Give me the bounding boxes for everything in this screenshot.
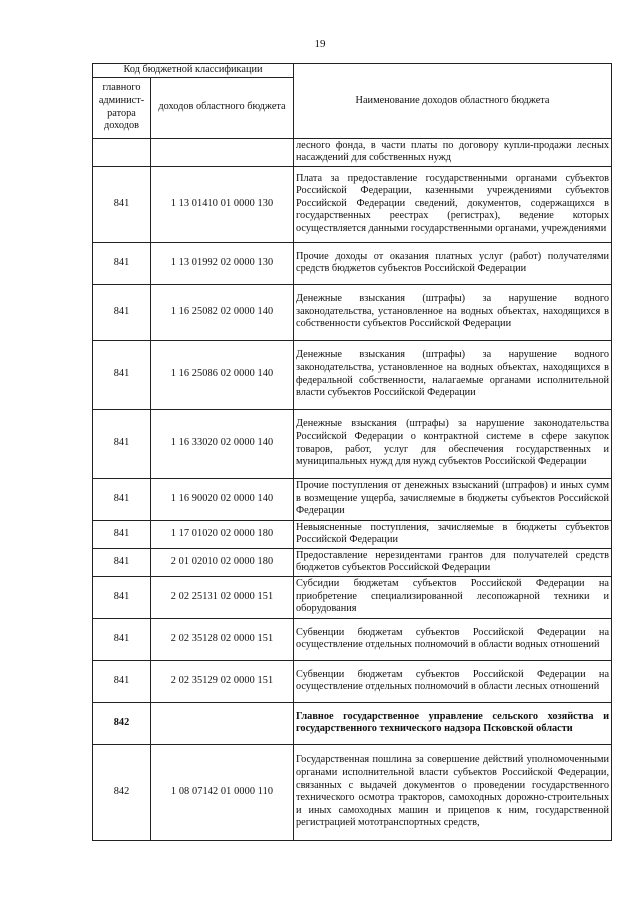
table-row <box>93 166 612 242</box>
income-name-cell: Субвенции бюджетам субъектов Российской Федерации на осуществление отдельных полномочий в области водных отношений <box>294 618 612 660</box>
table-body <box>93 138 612 840</box>
income-code-cell: 2 02 35128 02 0000 151 <box>151 618 294 660</box>
income-name-cell: Субсидии бюджетам субъектов Российской Федерации на приобретение специализированной лесопожарной техники и оборудования <box>294 576 612 618</box>
admin-code-cell: 841 <box>93 166 151 242</box>
income-code-cell: 1 08 07142 01 0000 110 <box>151 744 294 840</box>
admin-code-cell: 841 <box>93 284 151 340</box>
income-name-cell: Невыясненные поступления, зачисляемые в бюджеты субъектов Российской Федерации <box>294 520 612 548</box>
table-row <box>93 340 612 409</box>
income-code-cell: 2 01 02010 02 0000 180 <box>151 548 294 576</box>
table-row <box>93 744 612 840</box>
income-code-cell: 1 13 01410 01 0000 130 <box>151 166 294 242</box>
admin-code-cell: 841 <box>93 409 151 478</box>
income-name-cell: Денежные взыскания (штрафы) за нарушение законодательства Российской Федерации о контрактной системе в сфере закупок товаров, работ, услуг для обеспечения государственных и муниципальных нужд для нужд субъектов Российской Федерации <box>294 409 612 478</box>
admin-code-cell: 841 <box>93 548 151 576</box>
admin-code-cell: 841 <box>93 576 151 618</box>
income-code-cell: 1 16 33020 02 0000 140 <box>151 409 294 478</box>
table-row <box>93 242 612 284</box>
income-name-cell: Предоставление нерезидентами грантов для получателей средств бюджетов субъектов Российской Федерации <box>294 548 612 576</box>
header-group-label: Код бюджетной классификации <box>93 64 294 78</box>
income-code-cell: 1 16 90020 02 0000 140 <box>151 478 294 520</box>
income-name-cell: Плата за предоставление государственными органами субъектов Российской Федерации, казенными учреждениями субъектов Российской Федерации сведений, документов, содержащихся в государственных реестрах (регистрах), ведение которых осуществляется данными государственными органами, учреждениями <box>294 166 612 242</box>
admin-code-cell: 842 <box>93 744 151 840</box>
table-row-section-header <box>93 702 612 744</box>
income-code-cell: 1 17 01020 02 0000 180 <box>151 520 294 548</box>
income-name-cell: Главное государственное управление сельского хозяйства и государственного технического надзора Псковской области <box>294 702 612 744</box>
income-name-cell: Денежные взыскания (штрафы) за нарушение водного законодательства, установленное на водных объектах, находящихся в федеральной собственности, налагаемые органами исполнительной власти субъектов Российской Федерации <box>294 340 612 409</box>
table-row <box>93 284 612 340</box>
table-row <box>93 520 612 548</box>
admin-code-cell: 841 <box>93 478 151 520</box>
income-code-cell: 2 02 35129 02 0000 151 <box>151 660 294 702</box>
header-income: доходов областного бюджета <box>151 77 294 138</box>
income-code-cell: 1 16 25086 02 0000 140 <box>151 340 294 409</box>
income-code-cell <box>151 138 294 166</box>
income-code-cell <box>151 702 294 744</box>
income-name-cell: Государственная пошлина за совершение действий уполномоченными органами исполнительной власти субъектов Российской Федерации, связанных с выдачей документов о проведении государственного технического осмотра тракторов, самоходных дорожно-строительных и иных самоходных машин и прицепов к ним, государственной регистрацией мототранспортных средств, <box>294 744 612 840</box>
admin-code-cell: 842 <box>93 702 151 744</box>
income-code-cell: 1 16 25082 02 0000 140 <box>151 284 294 340</box>
table-row <box>93 576 612 618</box>
income-code-cell: 1 13 01992 02 0000 130 <box>151 242 294 284</box>
income-name-cell: Денежные взыскания (штрафы) за нарушение водного законодательства, установленное на водных объектах, находящихся в собственности субъектов Российской Федерации <box>294 284 612 340</box>
table-row <box>93 660 612 702</box>
table-row <box>93 138 612 166</box>
admin-code-cell: 841 <box>93 618 151 660</box>
income-name-cell: Прочие доходы от оказания платных услуг (работ) получателями средств бюджетов субъектов Российской Федерации <box>294 242 612 284</box>
header-admin: главного админист-ратора доходов <box>93 77 151 138</box>
income-name-cell: лесного фонда, в части платы по договору купли-продажи лесных насаждений для собственных нужд <box>294 138 612 166</box>
table-row <box>93 409 612 478</box>
table-row <box>93 548 612 576</box>
income-name-cell: Субвенции бюджетам субъектов Российской Федерации на осуществление отдельных полномочий в области лесных отношений <box>294 660 612 702</box>
page-number: 19 <box>314 38 326 50</box>
header-name: Наименование доходов областного бюджета <box>294 64 612 139</box>
table-row <box>93 618 612 660</box>
income-name-cell: Прочие поступления от денежных взысканий (штрафов) и иных сумм в возмещение ущерба, зачисляемые в бюджеты субъектов Российской Федерации <box>294 478 612 520</box>
admin-code-cell: 841 <box>93 660 151 702</box>
budget-classification-table <box>92 63 612 841</box>
admin-code-cell <box>93 138 151 166</box>
admin-code-cell: 841 <box>93 520 151 548</box>
table-row <box>93 478 612 520</box>
income-code-cell: 2 02 25131 02 0000 151 <box>151 576 294 618</box>
admin-code-cell: 841 <box>93 242 151 284</box>
admin-code-cell: 841 <box>93 340 151 409</box>
